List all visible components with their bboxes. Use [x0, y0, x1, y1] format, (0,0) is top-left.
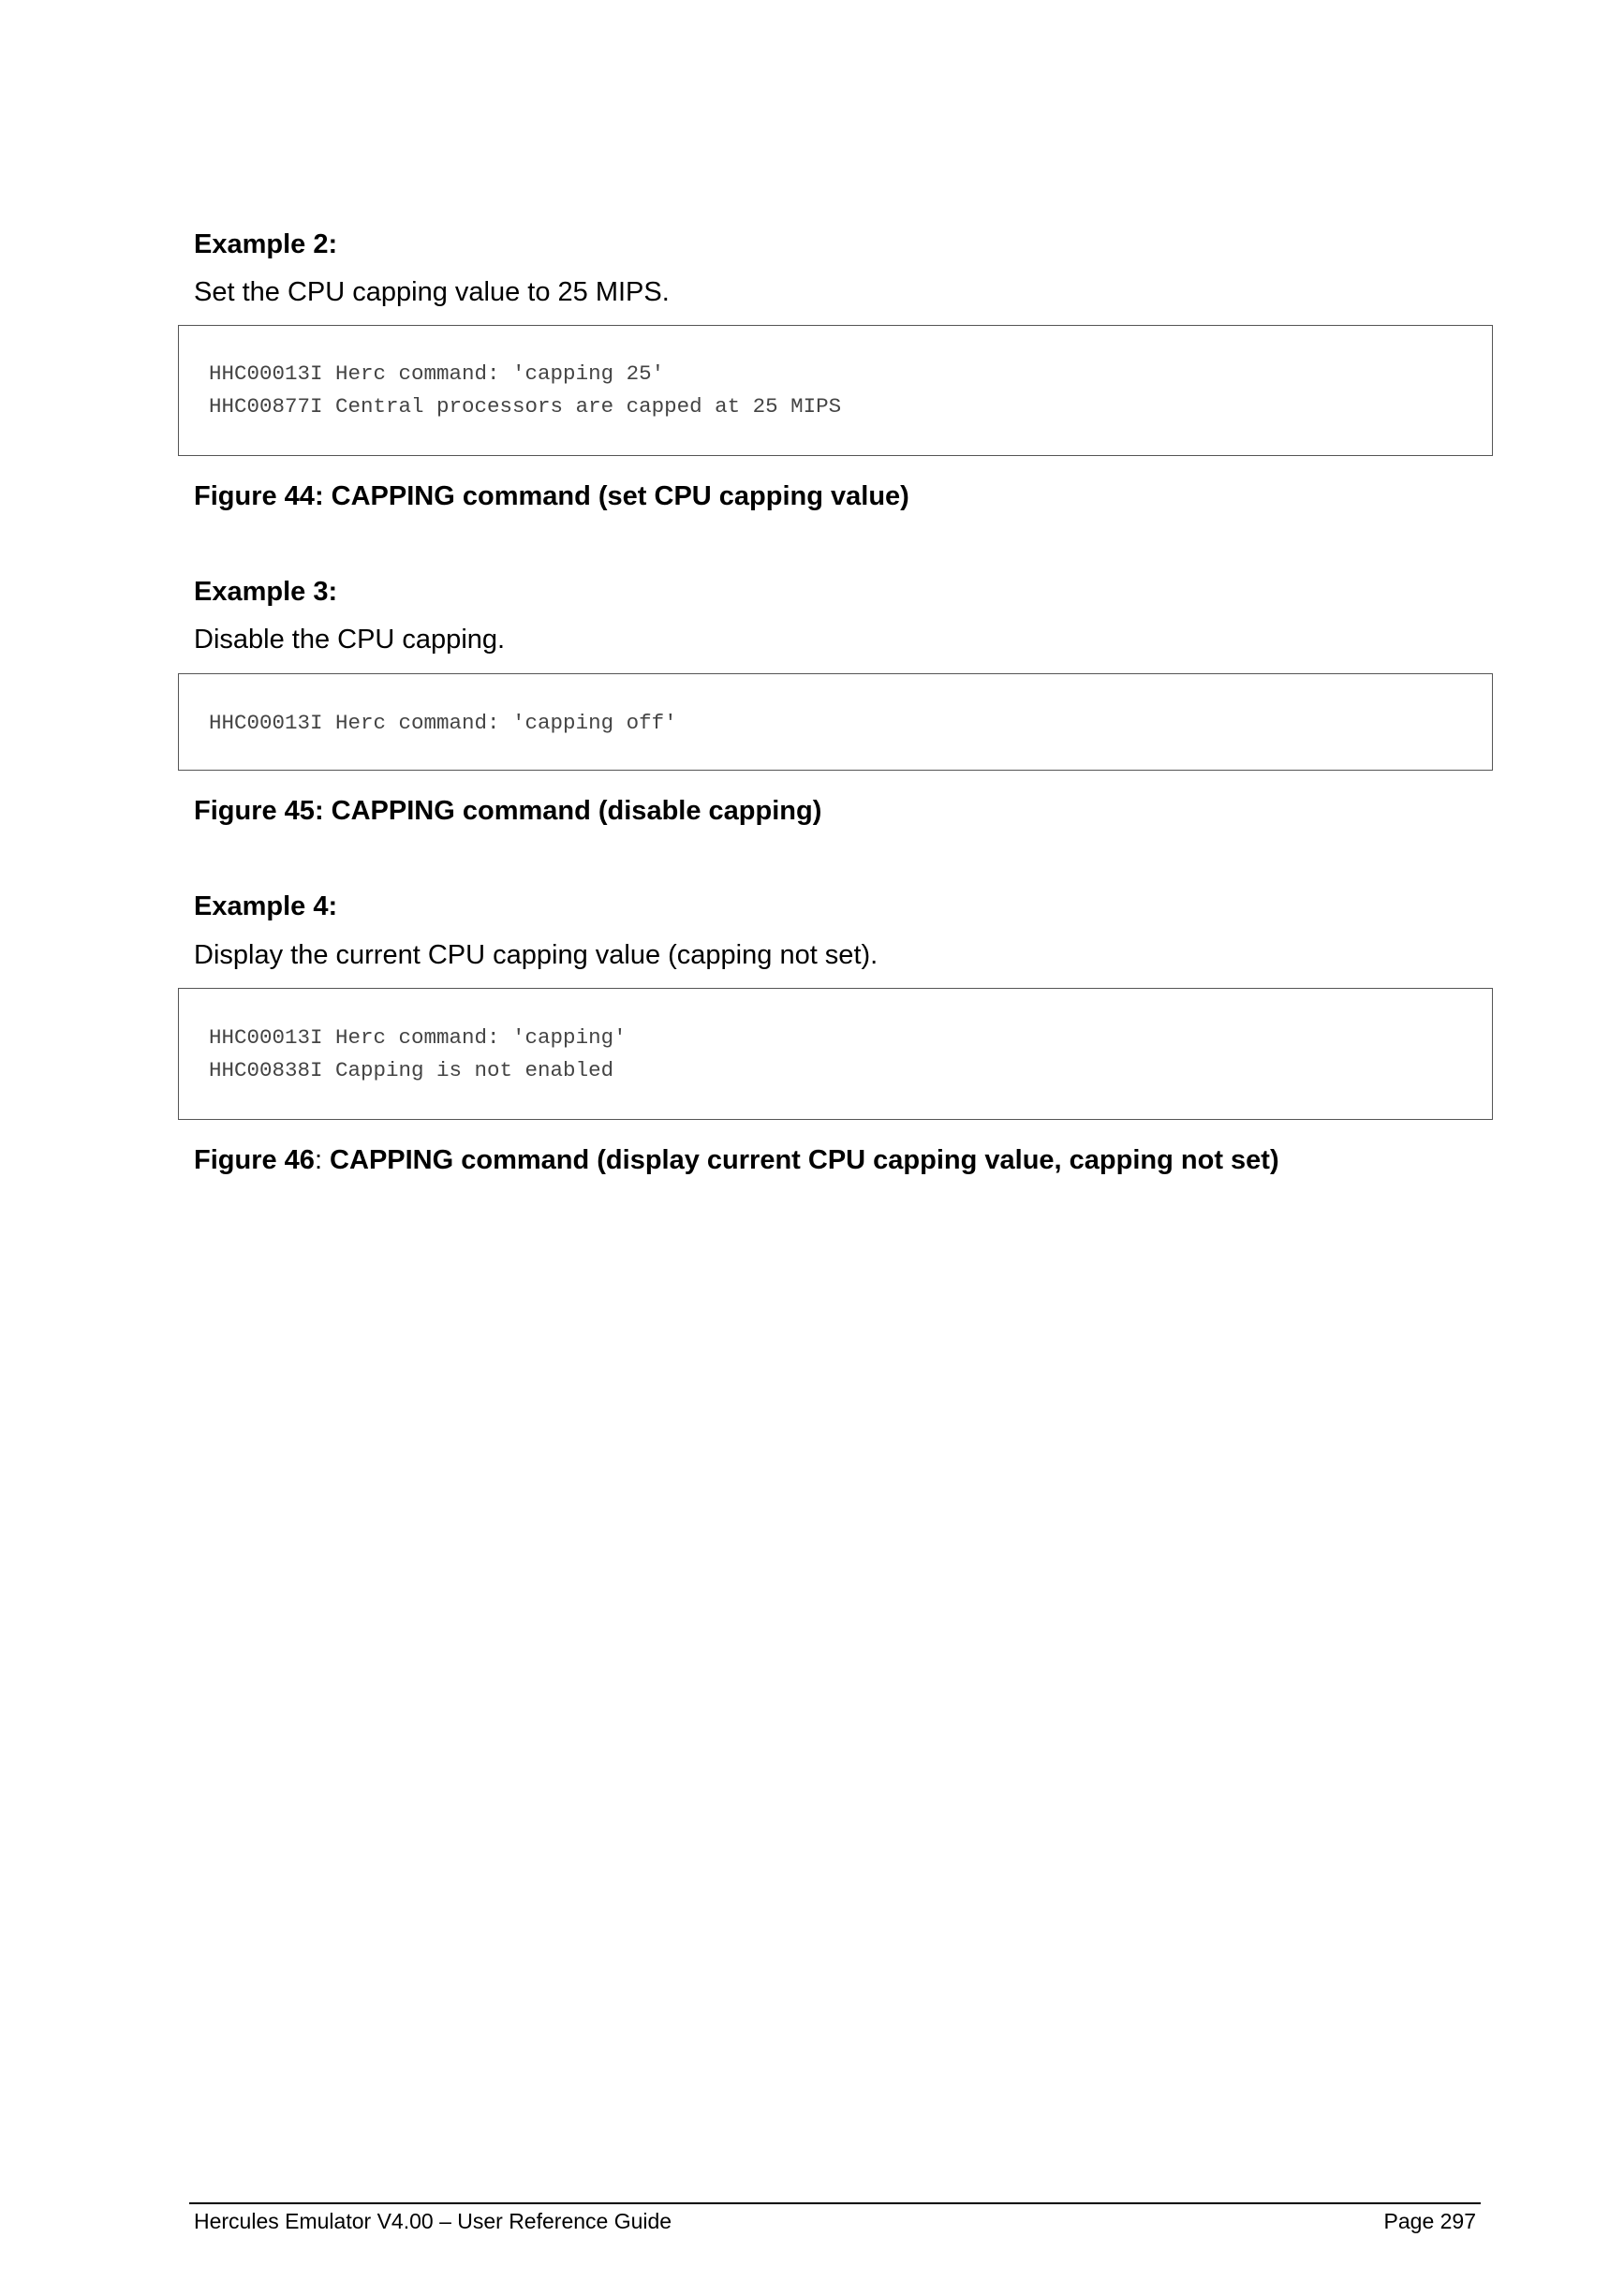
- example-heading: Example 2:: [194, 229, 338, 259]
- code-line: HHC00877I Central processors are capped at 25 MIPS: [209, 394, 842, 419]
- figure-number: Figure 44: [194, 481, 315, 511]
- example-description: Set the CPU capping value to 25 MIPS.: [194, 277, 670, 307]
- figure-separator: :: [314, 1145, 322, 1175]
- code-line: HHC00013I Herc command: 'capping off': [209, 711, 677, 735]
- figure-separator: :: [314, 796, 324, 826]
- figure-caption: [194, 479, 909, 513]
- footer-title: Hercules Emulator V4.00 – User Reference Guide: [194, 2209, 672, 2233]
- example-description: Display the current CPU capping value (capping not set).: [194, 940, 878, 970]
- code-line: HHC00013I Herc command: 'capping 25': [209, 361, 665, 386]
- code-block: [178, 988, 1493, 1120]
- example-heading: Example 3:: [194, 577, 338, 607]
- figure-separator: :: [314, 481, 324, 511]
- code-block: [178, 325, 1493, 456]
- code-line: HHC00838I Capping is not enabled: [209, 1058, 614, 1082]
- figure-text: CAPPING command (display current CPU capping value, capping not set): [322, 1145, 1279, 1175]
- figure-number: Figure 45: [194, 796, 315, 826]
- code-block: [178, 673, 1493, 771]
- figure-text: CAPPING command (disable capping): [323, 796, 822, 826]
- figure-number: Figure 46: [194, 1145, 315, 1175]
- footer-page-number: Page 297: [1383, 2209, 1476, 2233]
- code-line: HHC00013I Herc command: 'capping': [209, 1025, 627, 1050]
- figure-caption: [194, 794, 821, 828]
- figure-text: CAPPING command (set CPU capping value): [323, 481, 909, 511]
- example-heading: Example 4:: [194, 891, 338, 921]
- footer-divider: [189, 2202, 1481, 2204]
- example-description: Disable the CPU capping.: [194, 625, 506, 655]
- figure-caption: [194, 1143, 1279, 1177]
